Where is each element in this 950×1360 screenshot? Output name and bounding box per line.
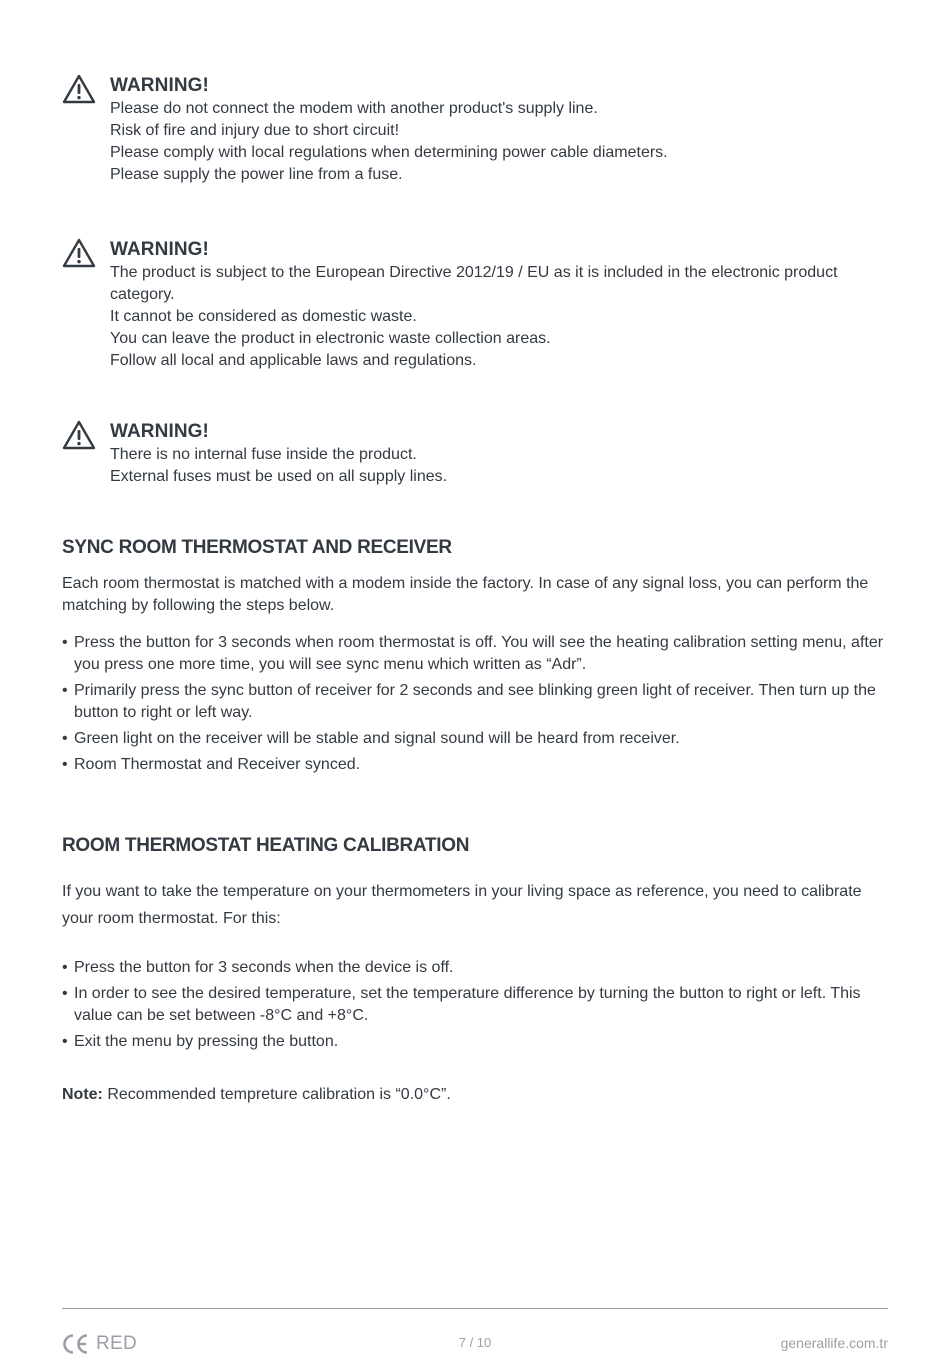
list-item: • Green light on the receiver will be stable and signal sound will be heard from receiver. (62, 728, 892, 750)
warning-line: It cannot be considered as domestic waste. (110, 308, 417, 325)
sync-section-title: SYNC ROOM THERMOSTAT AND RECEIVER (62, 537, 452, 558)
list-item: • In order to see the desired temperature, set the temperature difference by turning the button to right or left. This value can be set between -8°C and +8°C. (62, 983, 892, 1027)
warning-title: WARNING! (110, 75, 209, 96)
calibration-section-title: ROOM THERMOSTAT HEATING CALIBRATION (62, 835, 470, 856)
warning-line: Please supply the power line from a fuse. (110, 166, 403, 183)
list-item: • Primarily press the sync button of receiver for 2 seconds and see blinking green light of receiver. Then turn up the button to right or left way. (62, 680, 892, 724)
warning-line: Risk of fire and injury due to short circuit! (110, 122, 400, 139)
warning-block-fuse (62, 420, 892, 488)
footer-divider (62, 1308, 888, 1309)
warning-title: WARNING! (110, 239, 209, 260)
list-item: • Exit the menu by pressing the button. (62, 1031, 892, 1053)
page-number: 7 / 10 (458, 1335, 492, 1350)
warning-line: External fuses must be used on all supply lines. (110, 468, 448, 485)
list-item: • Room Thermostat and Receiver synced. (62, 754, 892, 776)
list-item: • Press the button for 3 seconds when room thermostat is off. You will see the heating calibration setting menu, after you press one more time, you will see sync menu which written as “Adr”. (62, 632, 892, 676)
calibration-steps-list (62, 957, 892, 1053)
warning-line: Please do not connect the modem with another product's supply line. (110, 100, 598, 117)
footer-logo-text: RED (96, 1333, 138, 1354)
warning-triangle-icon (62, 238, 96, 268)
warning-title: WARNING! (110, 421, 209, 442)
note-label: Note: (62, 1086, 103, 1103)
warning-line: Please comply with local regulations when determining power cable diameters. (110, 144, 668, 161)
sync-steps-list (62, 632, 892, 776)
warning-line: You can leave the product in electronic waste collection areas. (110, 330, 551, 347)
calibration-intro: If you want to take the temperature on your thermometers in your living space as reference, you need to calibrate your room thermostat. For this: (62, 883, 862, 927)
sync-intro: Each room thermostat is matched with a modem inside the factory. In case of any signal loss, you can perform the matching by following the steps below. (62, 575, 869, 614)
list-item: • Press the button for 3 seconds when the device is off. (62, 957, 892, 979)
footer-website: generallife.com.tr (780, 1335, 888, 1351)
warning-block-supply (62, 74, 892, 186)
warning-line: There is no internal fuse inside the product. (110, 446, 417, 463)
warning-line: The product is subject to the European Directive 2012/19 / EU as it is included in the electronic product category. (110, 264, 838, 303)
note-text: Recommended tempreture calibration is “0.0°C”. (102, 1086, 451, 1103)
warning-triangle-icon (62, 74, 96, 104)
calibration-note (62, 1084, 451, 1106)
warning-triangle-icon (62, 420, 96, 450)
warning-block-disposal (62, 238, 892, 372)
warning-line: Follow all local and applicable laws and regulations. (110, 352, 477, 369)
